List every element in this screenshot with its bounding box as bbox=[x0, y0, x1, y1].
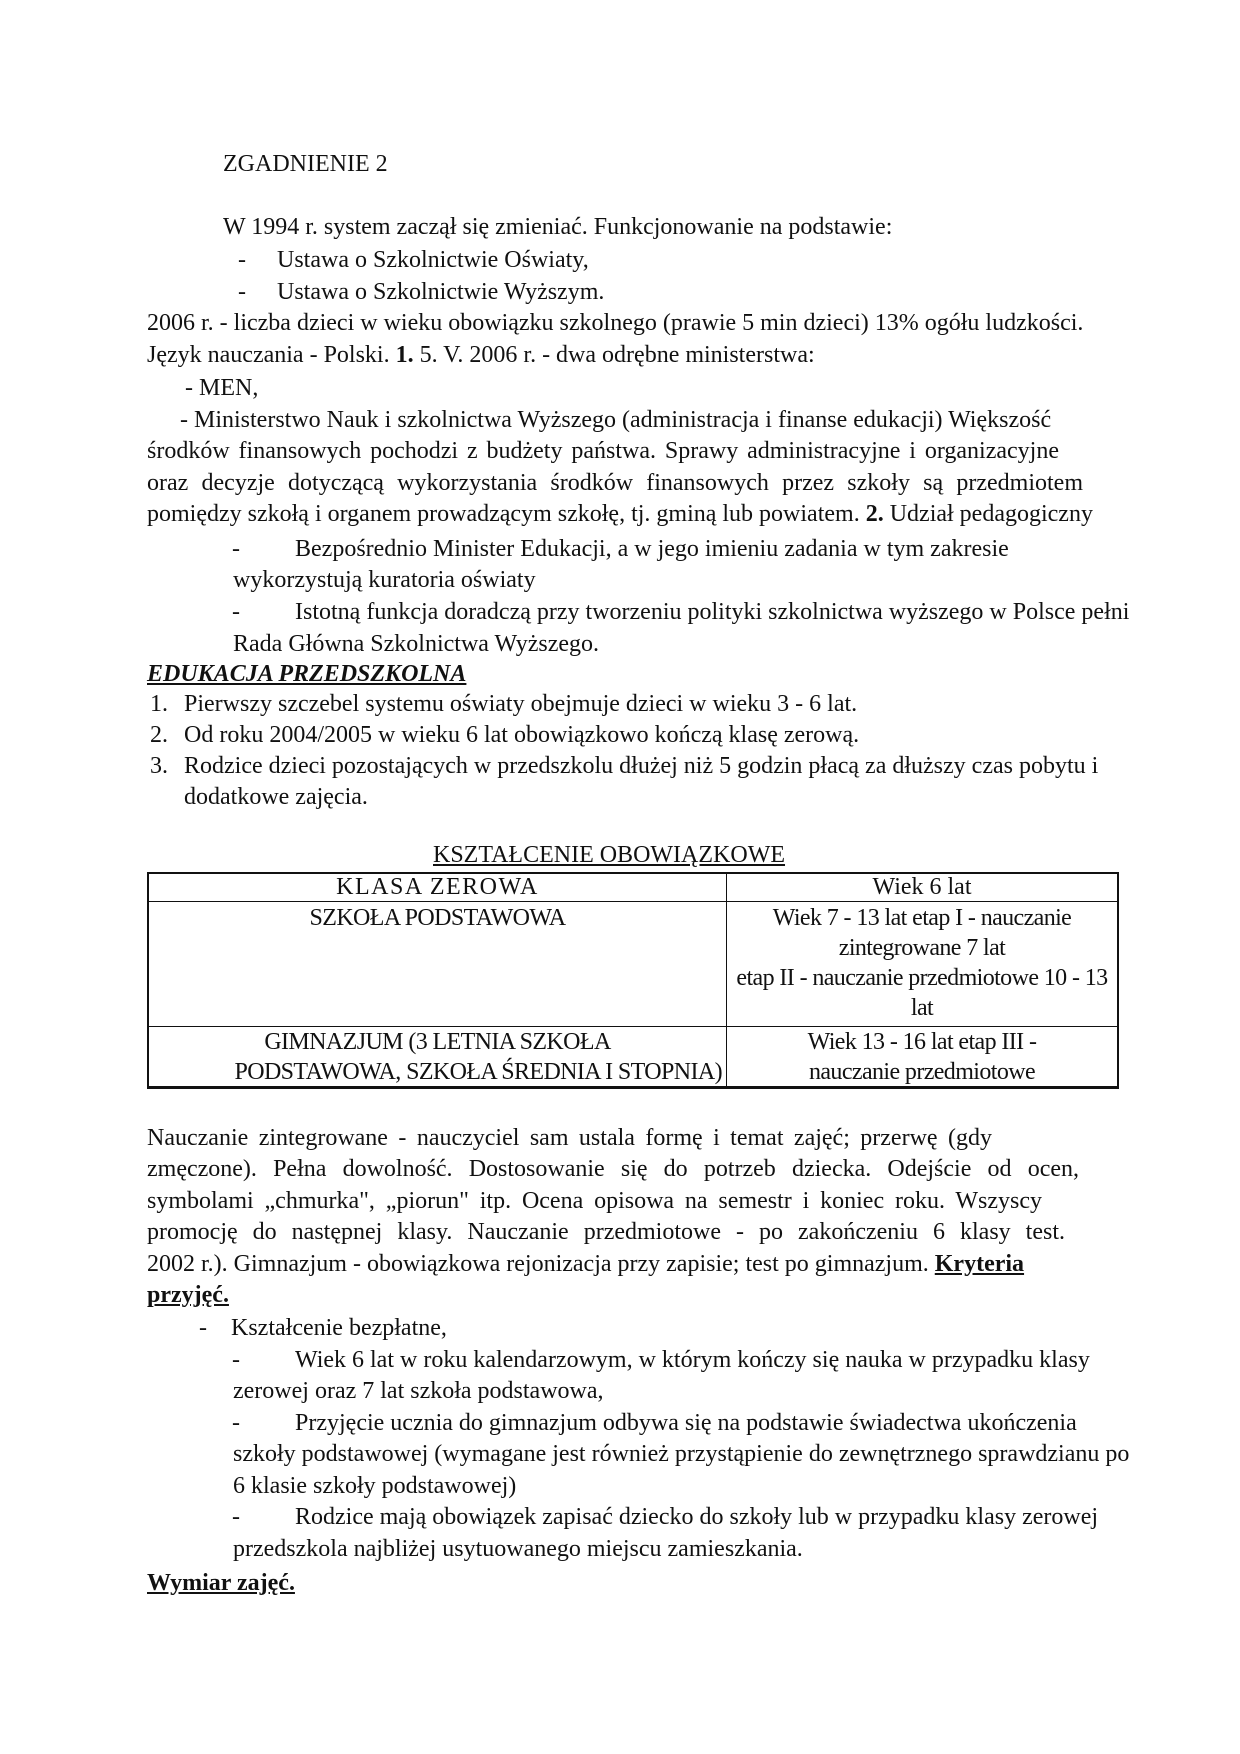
bullet-item: Rodzice mają obowiązek zapisać dziecko do szkoły lub w przypadku klasy zerowej bbox=[295, 1504, 1099, 1530]
list-item-cont: dodatkowe zajęcia. bbox=[184, 784, 368, 810]
table-row bbox=[149, 1026, 1117, 1088]
list-item: Pierwszy szczebel systemu oświaty obejmuje dzieci w wieku 3 - 6 lat. bbox=[184, 691, 858, 717]
paragraph-line bbox=[147, 499, 1093, 529]
text: 5. V. 2006 r. - dwa odrębne ministerstwa: bbox=[419, 342, 815, 368]
text: Udział pedagogiczny bbox=[889, 501, 1093, 527]
cell-text: Wiek 7 - 13 lat etap I - nauczanie bbox=[772, 905, 1072, 931]
text: 2002 r.). Gimnazjum - obowiązkowa rejonizacja przy zapisie; test po gimnazjum. bbox=[147, 1251, 929, 1277]
table-caption: KSZTAŁCENIE OBOWIĄZKOWE bbox=[433, 842, 786, 868]
paragraph-line: 2006 r. - liczba dzieci w wieku obowiązku szkolnego (prawie 5 min dzieci) 13% ogółu ludzkości. bbox=[147, 310, 1084, 336]
paragraph-line: Nauczanie zintegrowane - nauczyciel sam ustala formę i temat zajęć; przerwę (gdy bbox=[147, 1125, 992, 1151]
bullet-item: Wiek 6 lat w roku kalendarzowym, w którym kończy się nauka w przypadku klasy bbox=[295, 1347, 1090, 1373]
bullet-item: Ustawa o Szkolnictwie Oświaty, bbox=[277, 247, 589, 273]
cell-text: GIMNAZJUM (3 LETNIA SZKOŁA bbox=[264, 1029, 611, 1055]
list-item: Rodzice dzieci pozostających w przedszkolu dłużej niż 5 godzin płacą za dłuższy czas pobytu i bbox=[184, 753, 1099, 779]
table-cell bbox=[149, 901, 727, 1026]
bullet-dash: - bbox=[238, 247, 246, 273]
cell-text: lat bbox=[910, 995, 934, 1021]
paragraph-line: zmęczone). Pełna dowolność. Dostosowanie się do potrzeb dziecka. Odejście od ocen, bbox=[147, 1156, 1079, 1182]
list-number: 3. bbox=[150, 753, 168, 779]
bullet-item: Bezpośrednio Minister Edukacji, a w jego imieniu zadania w tym zakresie bbox=[295, 536, 1009, 562]
bullet-dash: - bbox=[232, 536, 240, 562]
footer-heading bbox=[147, 1568, 295, 1598]
bold-heading: Kryteria bbox=[934, 1251, 1025, 1277]
paragraph-line bbox=[147, 340, 815, 370]
table-row bbox=[149, 901, 1117, 1027]
paragraph-line: środków finansowych pochodzi z budżety państwa. Sprawy administracyjne i organizacyjne bbox=[147, 438, 1059, 464]
bold-heading: Wymiar zajęć. bbox=[147, 1570, 295, 1596]
intro-line: W 1994 r. system zaczął się zmieniać. Funkcjonowanie na podstawie: bbox=[223, 214, 893, 240]
bullet-dash: - bbox=[232, 1504, 240, 1530]
table-row bbox=[149, 874, 1117, 902]
criteria-heading bbox=[147, 1280, 229, 1310]
cell-text: zintegrowane 7 lat bbox=[838, 935, 1006, 961]
bullet-dash: - bbox=[232, 1347, 240, 1373]
education-table bbox=[147, 872, 1119, 1089]
bullet-item-cont: 6 klasie szkoły podstawowej) bbox=[233, 1473, 517, 1499]
section-title: ZGADNIENIE 2 bbox=[223, 151, 388, 177]
cell-text: Wiek 13 - 16 lat etap III - bbox=[807, 1029, 1037, 1055]
bullet-item: Przyjęcie ucznia do gimnazjum odbywa się na podstawie świadectwa ukończenia bbox=[295, 1410, 1077, 1436]
paragraph-line bbox=[147, 1249, 1024, 1279]
bullet-item-cont: szkoły podstawowej (wymagane jest również przystąpienie do zewnętrznego sprawdzianu po bbox=[233, 1441, 1130, 1467]
paragraph-line: - Ministerstwo Nauk i szkolnictwa Wyższego (administracja i finanse edukacji) Większość bbox=[180, 407, 1052, 433]
bullet-dash: - bbox=[232, 599, 240, 625]
paragraph-line: promocję do następnej klasy. Nauczanie przedmiotowe - po zakończeniu 6 klasy test. bbox=[147, 1219, 1065, 1245]
table-cell: Wiek 6 lat bbox=[872, 874, 972, 900]
bullet-dash: - bbox=[238, 279, 246, 305]
paragraph-line: oraz decyzje dotyczącą wykorzystania środków finansowych przez szkoły są przedmiotem bbox=[147, 470, 1083, 496]
table-cell bbox=[727, 901, 1117, 1026]
list-item: Od roku 2004/2005 w wieku 6 lat obowiązkowo kończą klasę zerową. bbox=[184, 722, 860, 748]
bullet-item-cont: zerowej oraz 7 lat szkoła podstawowa, bbox=[233, 1378, 604, 1404]
cell-text: etap II - nauczanie przedmiotowe 10 - 13 bbox=[736, 965, 1108, 991]
bold-heading: przyjęć. bbox=[147, 1282, 229, 1308]
text: Język nauczania - Polski. bbox=[147, 342, 390, 368]
table-cell bbox=[149, 1026, 727, 1088]
paragraph-line: - MEN, bbox=[185, 375, 259, 401]
bullet-item-cont: przedszkola najbliżej usytuowanego miejscu zamieszkania. bbox=[233, 1536, 803, 1562]
bullet-item-cont: wykorzystują kuratoria oświaty bbox=[233, 567, 536, 593]
preschool-heading: EDUKACJA PRZEDSZKOLNA bbox=[147, 661, 467, 687]
cell-text: nauczanie przedmiotowe bbox=[808, 1059, 1035, 1085]
bullet-dash: - bbox=[232, 1410, 240, 1436]
bullet-item: Kształcenie bezpłatne, bbox=[231, 1315, 447, 1341]
bold-number: 2. bbox=[865, 501, 884, 527]
bullet-item: Ustawa o Szkolnictwie Wyższym. bbox=[277, 279, 605, 305]
table-cell bbox=[727, 1026, 1117, 1088]
table-cell: KLASA ZEROWA bbox=[149, 874, 727, 901]
bullet-item-cont: Rada Główna Szkolnictwa Wyższego. bbox=[233, 631, 600, 657]
bullet-item: Istotną funkcja doradczą przy tworzeniu polityki szkolnictwa wyższego w Polsce pełni bbox=[295, 599, 1130, 625]
cell-text: SZKOŁA PODSTAWOWA bbox=[309, 905, 566, 931]
bullet-dash: - bbox=[199, 1315, 207, 1341]
cell-text: PODSTAWOWA, SZKOŁA ŚREDNIA I STOPNIA) bbox=[234, 1059, 722, 1085]
paragraph-line: symbolami „chmurka", „piorun" itp. Ocena opisowa na semestr i koniec roku. Wszyscy bbox=[147, 1188, 1042, 1214]
bold-number: 1. bbox=[395, 342, 414, 368]
text: pomiędzy szkołą i organem prowadzącym szkołę, tj. gminą lub powiatem. bbox=[147, 501, 860, 527]
list-number: 1. bbox=[150, 691, 168, 717]
list-number: 2. bbox=[150, 722, 168, 748]
